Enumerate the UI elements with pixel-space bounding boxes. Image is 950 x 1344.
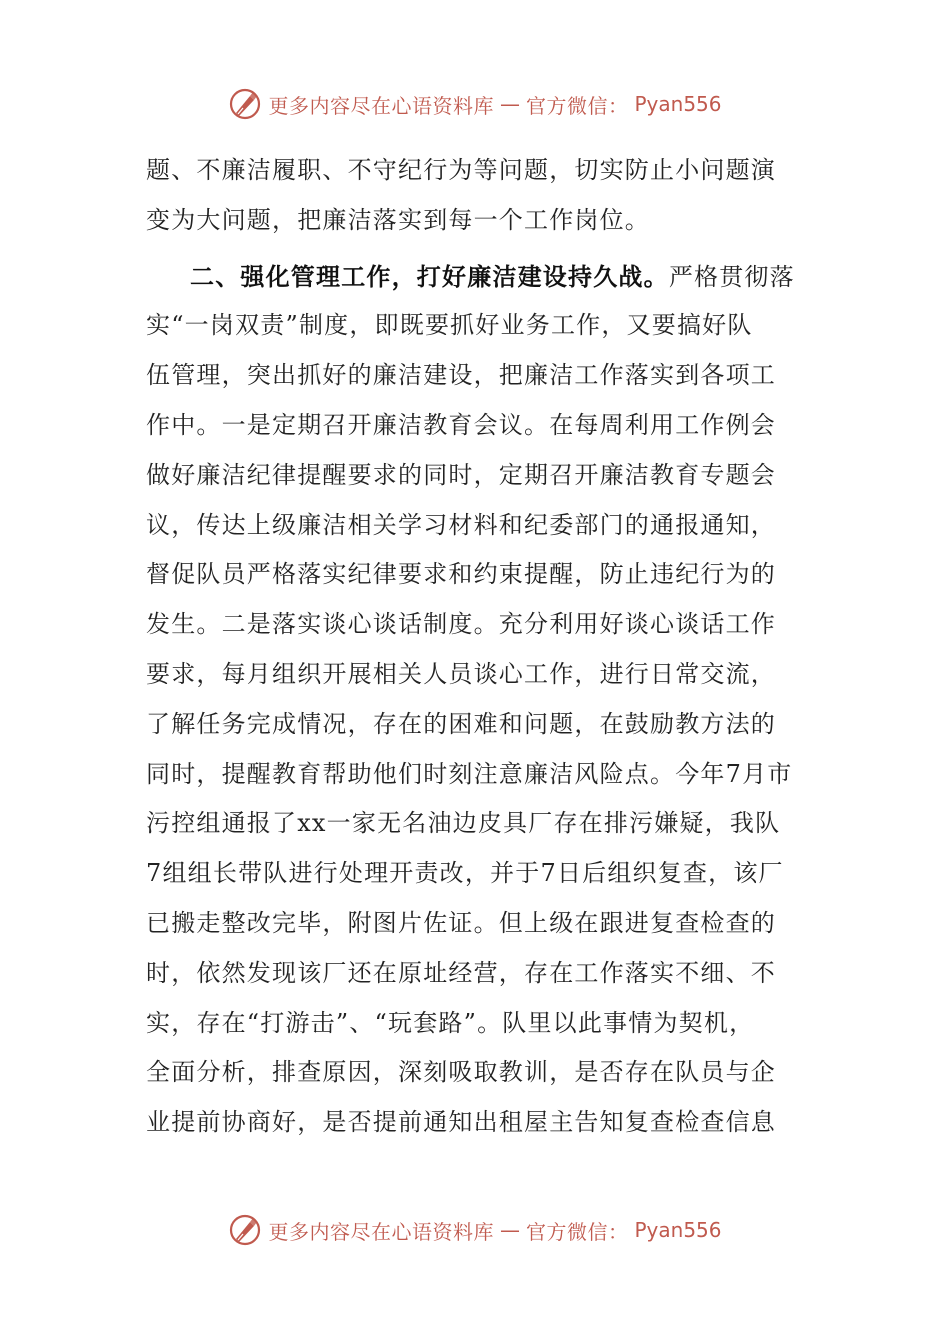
body-line: 已搬走整改完毕，附图片佐证。但上级在跟进复查检查的 (146, 908, 776, 937)
body-line: 议，传达上级廉洁相关学习材料和纪委部门的通报通知， (146, 510, 776, 539)
footer-watermark (0, 1210, 950, 1250)
body-line: 伍管理，突出抓好的廉洁建设，把廉洁工作落实到各项工 (146, 361, 776, 390)
body-line: 作中。一是定期召开廉洁教育会议。在每周利用工作例会 (146, 410, 776, 439)
body-line: 督促队员严格落实纪律要求和约束提醒，防止违纪行为的 (146, 560, 776, 589)
body-line: 变为大问题，把廉洁落实到每一个工作岗位。 (146, 205, 650, 234)
body-line: 做好廉洁纪律提醒要求的同时，定期召开廉洁教育专题会 (146, 460, 776, 489)
pen-nib-logo-icon (228, 1213, 262, 1247)
body-line: 污控组通报了xx一家无名油边皮具厂存在排污嫌疑，我队 (146, 809, 781, 838)
section-heading: 二、强化管理工作，打好廉洁建设持久战。 (190, 261, 669, 291)
body-line: 实“一岗双责”制度，即既要抓好业务工作，又要搞好队 (146, 311, 753, 340)
watermark-wechat-label: 官方微信： (525, 93, 629, 118)
document-body (146, 146, 810, 1148)
body-line: 实，存在“打游击”、“玩套路”。队里以此事情为契机， (146, 1008, 755, 1037)
body-line: 业提前协商好，是否提前通知出租屋主告知复查检查信息 (146, 1108, 776, 1137)
body-line: 时，依然发现该厂还在原址经营，存在工作落实不细、不 (146, 958, 776, 987)
section-heading-line (146, 252, 810, 302)
section-heading-continuation: 严格贯彻落 (668, 262, 795, 291)
watermark-account: Pyan556 (634, 92, 722, 116)
body-line: 7组组长带队进行处理开责改，并于7日后组织复查，该厂 (146, 859, 784, 888)
header-watermark (0, 84, 950, 124)
watermark-text: 更多内容尽在心语资料库 (268, 1219, 494, 1244)
body-line: 题、不廉洁履职、不守纪行为等问题，切实防止小问题演 (146, 156, 776, 184)
watermark-wechat-label: 官方微信： (525, 1219, 629, 1244)
body-line: 了解任务完成情况，存在的困难和问题，在鼓励教方法的 (146, 709, 776, 738)
watermark-dash: — (499, 92, 520, 116)
pen-nib-logo-icon (228, 87, 262, 121)
watermark-dash: — (499, 1218, 520, 1242)
watermark-text: 更多内容尽在心语资料库 (268, 93, 494, 118)
body-line: 要求，每月组织开展相关人员谈心工作，进行日常交流， (146, 659, 776, 688)
body-line: 同时，提醒教育帮助他们时刻注意廉洁风险点。今年7月市 (146, 759, 793, 788)
body-line: 发生。二是落实谈心谈话制度。充分利用好谈心谈话工作 (146, 610, 776, 639)
body-line: 全面分析，排查原因，深刻吸取教训，是否存在队员与企 (146, 1058, 776, 1087)
watermark-account: Pyan556 (634, 1218, 722, 1242)
